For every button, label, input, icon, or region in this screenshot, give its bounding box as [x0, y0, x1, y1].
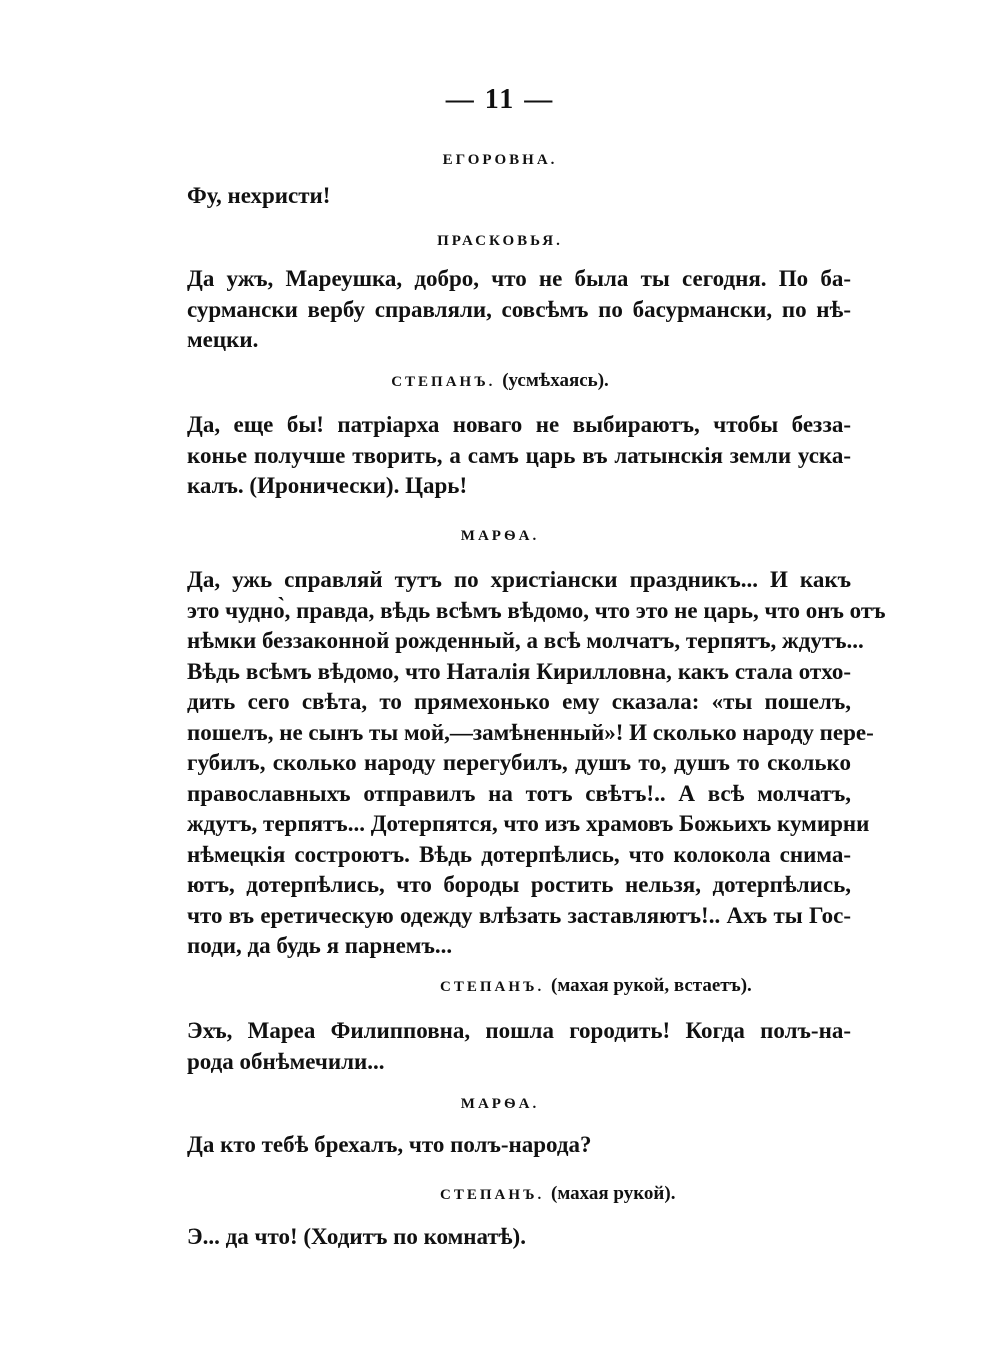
page-number: — 11 — — [445, 84, 555, 115]
stage-direction: (махая рукой). — [551, 1183, 676, 1204]
speech-text — [187, 1130, 851, 1161]
speech-line: нѣмки беззаконной рожденный, а всѣ молчатъ, терпятъ, ждутъ... — [187, 628, 864, 653]
speech-text — [187, 264, 851, 356]
speech-line: рода обнѣмечили... — [187, 1048, 385, 1074]
speech-line: Да ужъ, Мареушка, добро, что не была ты сегодня. По ба- — [187, 266, 851, 291]
speaker-name: СТЕПАНЪ. — [391, 374, 496, 390]
speaker-name: МАРѲА. — [460, 1096, 540, 1112]
speech-line: Вѣдь всѣмъ вѣдомо, что Наталія Кирилловна, какъ стала отхо- — [187, 658, 851, 684]
speaker-name: ПРАСКОВЬЯ. — [437, 233, 563, 249]
speech-text — [187, 410, 851, 502]
speaker-heading — [0, 152, 1000, 169]
speaker-name: СТЕПАНЪ. — [440, 1187, 545, 1203]
speech-line: Да, ужь справляй тутъ по христіански праздникъ... И какъ — [187, 567, 851, 592]
stage-direction: (усмѣхаясь). — [502, 370, 609, 391]
speech-line: мецки. — [187, 327, 259, 352]
speech-text — [187, 565, 886, 962]
speaker-name: СТЕПАНЪ. — [440, 979, 545, 995]
speech-line: калъ. (Иронически). Царь! — [187, 473, 468, 498]
speech-line: пошелъ, не сынъ ты мой,—замѣненный»! И сколько народу пере- — [187, 719, 874, 745]
speaker-heading — [440, 975, 752, 997]
speech-line: православныхъ отправилъ на тотъ свѣтъ!.. А всѣ молчатъ, — [187, 780, 851, 806]
speaker-name: МАРѲА. — [460, 528, 540, 544]
speech-line: ютъ, дотерпѣлись, что бороды ростить нельзя, дотерпѣлись, — [187, 872, 851, 897]
speech-text — [187, 1222, 851, 1253]
speech-line: ждутъ, терпятъ... Дотерпятся, что изъ храмовъ Божьихъ кумирни — [187, 811, 870, 836]
speech-line: Да, еще бы! патріарха новаго не выбираютъ, чтобы безза- — [187, 412, 851, 437]
speech-line: Фу, нехристи! — [187, 183, 331, 208]
speech-line: поди, да будь я парнемъ... — [187, 933, 453, 958]
speaker-heading — [0, 370, 1000, 392]
speech-line: это чудно̀, правда, вѣдь всѣмъ вѣдомо, что это не царь, что онъ отъ — [187, 597, 886, 623]
speech-text — [187, 1016, 851, 1077]
speaker-heading — [0, 528, 1000, 545]
speech-line: губилъ, сколько народу перегубилъ, душъ то, душъ то сколько — [187, 750, 851, 775]
stage-direction: (махая рукой, встаетъ). — [551, 975, 752, 996]
speaker-name: ЕГОРОВНА. — [442, 152, 558, 168]
speech-line: что въ еретическую одежду влѣзать заставляютъ!.. Ахъ ты Гос- — [187, 902, 851, 928]
speech-line: сурмански вербу справляли, совсѣмъ по басурмански, по нѣ- — [187, 296, 851, 322]
speech-line: Э... да что! (Ходитъ по комнатѣ). — [187, 1224, 526, 1249]
speech-text — [187, 181, 851, 212]
speech-line: конье получше творить, а самъ царь въ латынскія земли уска- — [187, 442, 851, 468]
speech-line: нѣмецкія состроютъ. Вѣдь дотерпѣлись, что колокола снима- — [187, 841, 851, 867]
speaker-heading — [440, 1183, 675, 1205]
speech-line: дить сего свѣта, то прямехонько ему сказала: «ты пошелъ, — [187, 689, 851, 714]
speaker-heading — [0, 233, 1000, 250]
speaker-heading — [0, 1096, 1000, 1113]
speech-line: Да кто тебѣ брехалъ, что полъ-народа? — [187, 1132, 592, 1157]
speech-line: Эхъ, Мареа Филипповна, пошла городить! Когда полъ-на- — [187, 1018, 851, 1043]
